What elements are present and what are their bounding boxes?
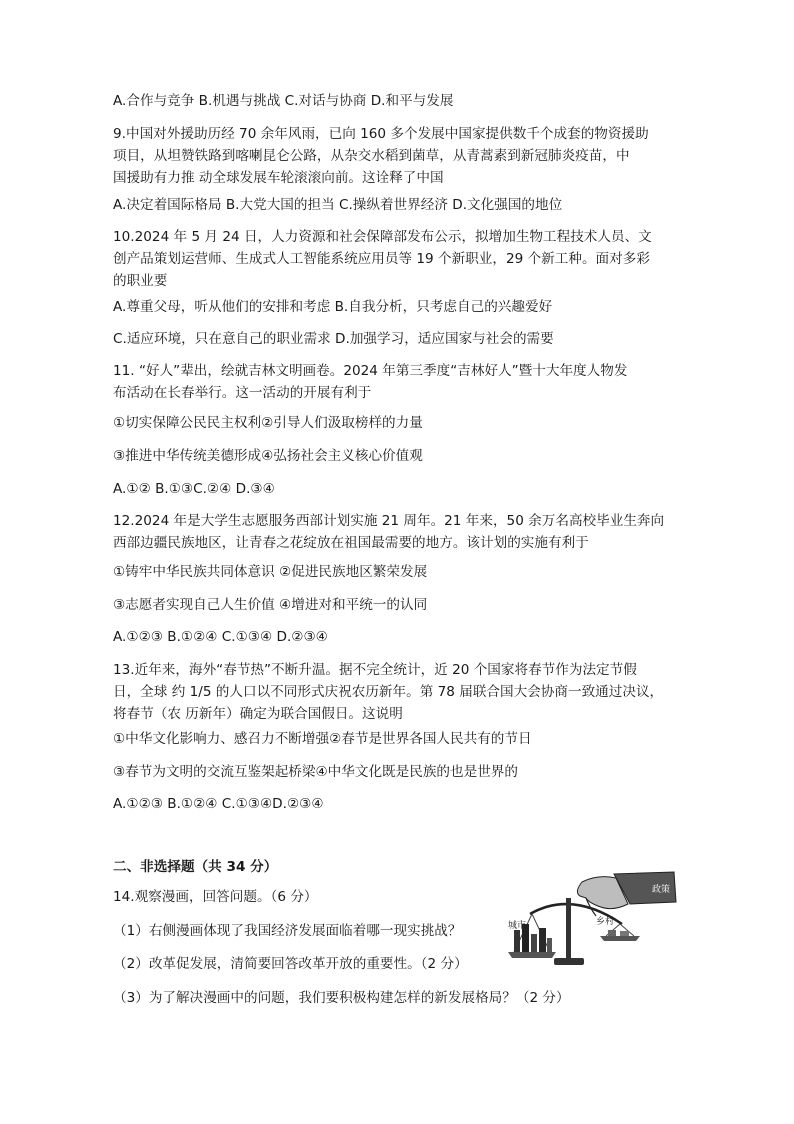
q10-stem-line-2: 创产品策划运营师、生成式人工智能系统应用员等 19 个新职业，29 个新工种。面对多彩 (113, 251, 650, 267)
q11-stem-line-2: 布活动在长春举行。这一活动的开展有利于 (113, 385, 372, 401)
q12-items-1: ①铸牢中华民族共同体意识 ②促进民族地区繁荣发展 (113, 564, 428, 580)
q9-stem-line-3: 国援助有力推 动全球发展车轮滚滚向前。这诠释了中国 (113, 170, 444, 186)
q12-items-2: ③志愿者实现自己人生价值 ④增进对和平统一的认同 (113, 597, 428, 613)
q13-items-1: ①中华文化影响力、感召力不断增强②春节是世界各国人民共有的节日 (113, 731, 532, 747)
q14-sub-question-1: （1）右侧漫画体现了我国经济发展面临着哪一现实挑战？ (113, 923, 462, 939)
q10-stem-line-3: 的职业要 (113, 273, 168, 289)
q10-options-cd: C.适应环境，只在意自己的职业需求 D.加强学习，适应国家与社会的需要 (113, 331, 554, 347)
cartoon-label-village: 乡村 (596, 917, 615, 927)
q9-options: A.决定着国际格局 B.大党大国的担当 C.操纵着世界经济 D.文化强国的地位 (113, 197, 563, 213)
q13-options: A.①②③ B.①②④ C.①③④D.②③④ (113, 796, 324, 812)
q10-options-ab: A.尊重父母，听从他们的安排和考虑 B.自我分析，只考虑自己的兴趣爱好 (113, 299, 553, 315)
q13-stem-line-3: 将春节（农 历新年）确定为联合国假日。这说明 (113, 706, 403, 722)
q14-sub-question-3: （3）为了解决漫画中的问题，我们要积极构建怎样的新发展格局？（2 分） (113, 990, 570, 1006)
q11-items-1: ①切实保障公民民主权利②引导人们汲取榜样的力量 (113, 415, 423, 431)
q11-items-2: ③推进中华传统美德形成④弘扬社会主义核心价值观 (113, 448, 423, 464)
q11-options: A.①② B.①③C.②④ D.③④ (113, 481, 275, 497)
section-2-title: 二、非选择题（共 34 分） (113, 859, 278, 875)
q10-stem-line-1: 10.2024 年 5 月 24 日，人力资源和社会保障部发布公示，拟增加生物工程技术人员、文 (113, 229, 652, 245)
q9-stem-line-1: 9.中国对外援助历经 70 余年风雨，已向 160 多个发展中国家提供数千个成套的物资援助 (113, 126, 649, 142)
q13-items-2: ③春节为文明的交流互鉴架起桥梁④中华文化既是民族的也是世界的 (113, 764, 518, 780)
q12-options: A.①②③ B.①②④ C.①③④ D.②③④ (113, 629, 328, 645)
q12-stem-line-1: 12.2024 年是大学生志愿服务西部计划实施 21 周年。21 年来，50 余万名高校毕业生奔向 (113, 513, 665, 529)
q13-stem-line-2: 日，全球 约 1/5 的人口以不同形式庆祝农历新年。第 78 届联合国大会协商一致通过决议， (113, 684, 664, 700)
q14-sub-question-2: （2）改革促发展，清简要回答改革开放的重要性。（2 分） (113, 956, 468, 972)
q13-stem-line-1: 13.近年来，海外“春节热”不断升温。据不完全统计，近 20 个国家将春节作为法定节假 (113, 662, 637, 678)
q14-stem: 14.观察漫画，回答问题。（6 分） (113, 889, 318, 905)
q11-stem-line-1: 11. “好人”辈出，绘就吉林文明画卷。2024 年第三季度“吉林好人”暨十大年度人物发 (113, 363, 628, 379)
balance-scale-cartoon-svg (502, 868, 678, 970)
q8-options: A.合作与竞争 B.机遇与挑战 C.对话与协商 D.和平与发展 (113, 93, 454, 109)
balance-scale-cartoon-icon (502, 868, 678, 970)
cartoon-label-hand: 政策 (652, 885, 671, 895)
q9-stem-line-2: 项目，从坦赞铁路到喀喇昆仑公路，从杂交水稻到菌草，从青蒿素到新冠肺炎疫苗，中 (113, 148, 630, 164)
cartoon-label-city: 城市 (508, 921, 527, 931)
q12-stem-line-2: 西部边疆民族地区，让青春之花绽放在祖国最需要的地方。该计划的实施有利于 (113, 535, 589, 551)
